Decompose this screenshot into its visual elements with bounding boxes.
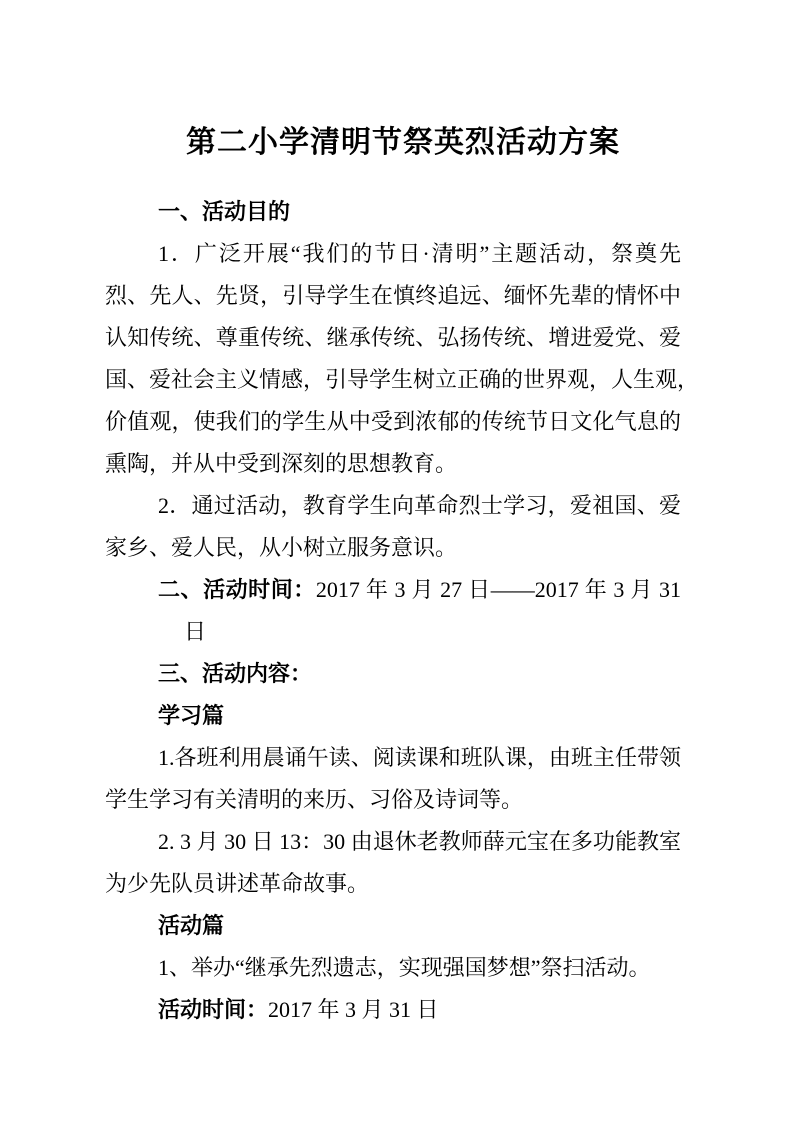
study-paragraph1-line: 1.各班利用晨诵午读、阅读课和班队课，由班主任带领 bbox=[158, 745, 681, 770]
activity-date-value: 2017 年 3 月 31 日 bbox=[268, 997, 439, 1022]
study-paragraph2-line: 2. 3 月 30 日 13：30 由退休老教师薛元宝在多功能教室 bbox=[158, 829, 681, 854]
activity-date-label: 活动时间： bbox=[158, 997, 269, 1022]
goal-paragraph1-line: 认知传统、尊重传统、继承传统、弘扬传统、增进爱党、爱 bbox=[105, 325, 681, 350]
heading-activity-goal: 一、活动目的 bbox=[158, 199, 291, 224]
goal-paragraph1-line: 烈、先人、先贤，引导学生在慎终追远、缅怀先辈的情怀中 bbox=[105, 283, 681, 308]
heading-activity-section: 活动篇 bbox=[158, 913, 225, 938]
activity-paragraph1-line: 1、举办“继承先烈遗志，实现强国梦想”祭扫活动。 bbox=[158, 955, 651, 980]
activity-time-range-wrap-line: 日 bbox=[184, 619, 207, 644]
heading-activity-content: 三、活动内容： bbox=[158, 661, 313, 686]
activity-date-line bbox=[105, 989, 681, 1031]
goal-paragraph2-line: 家乡、爱人民，从小树立服务意识。 bbox=[105, 535, 458, 560]
study-paragraph2-line: 为少先队员讲述革命故事。 bbox=[105, 871, 370, 896]
goal-paragraph1-line: 熏陶，并从中受到深刻的思想教育。 bbox=[105, 451, 458, 476]
activity-time-range-line bbox=[105, 569, 681, 611]
study-paragraph1-line: 学生学习有关清明的来历、习俗及诗词等。 bbox=[105, 787, 524, 812]
activity-time-range-label: 二、活动时间： bbox=[158, 577, 316, 602]
goal-paragraph1-line: 价值观，使我们的学生从中受到浓郁的传统节日文化气息的 bbox=[105, 409, 681, 434]
document-title: 第二小学清明节祭英烈活动方案 bbox=[186, 126, 620, 159]
activity-time-range-value: 2017 年 3 月 27 日——2017 年 3 月 31 bbox=[315, 577, 681, 602]
goal-paragraph1-line: 国、爱社会主义情感，引导学生树立正确的世界观，人生观， bbox=[105, 367, 700, 392]
goal-paragraph1-line: 1．广泛开展“我们的节日·清明”主题活动，祭奠先 bbox=[158, 241, 681, 266]
heading-study-section: 学习篇 bbox=[158, 703, 225, 728]
goal-paragraph2-line: 2．通过活动，教育学生向革命烈士学习，爱祖国、爱 bbox=[158, 493, 681, 518]
